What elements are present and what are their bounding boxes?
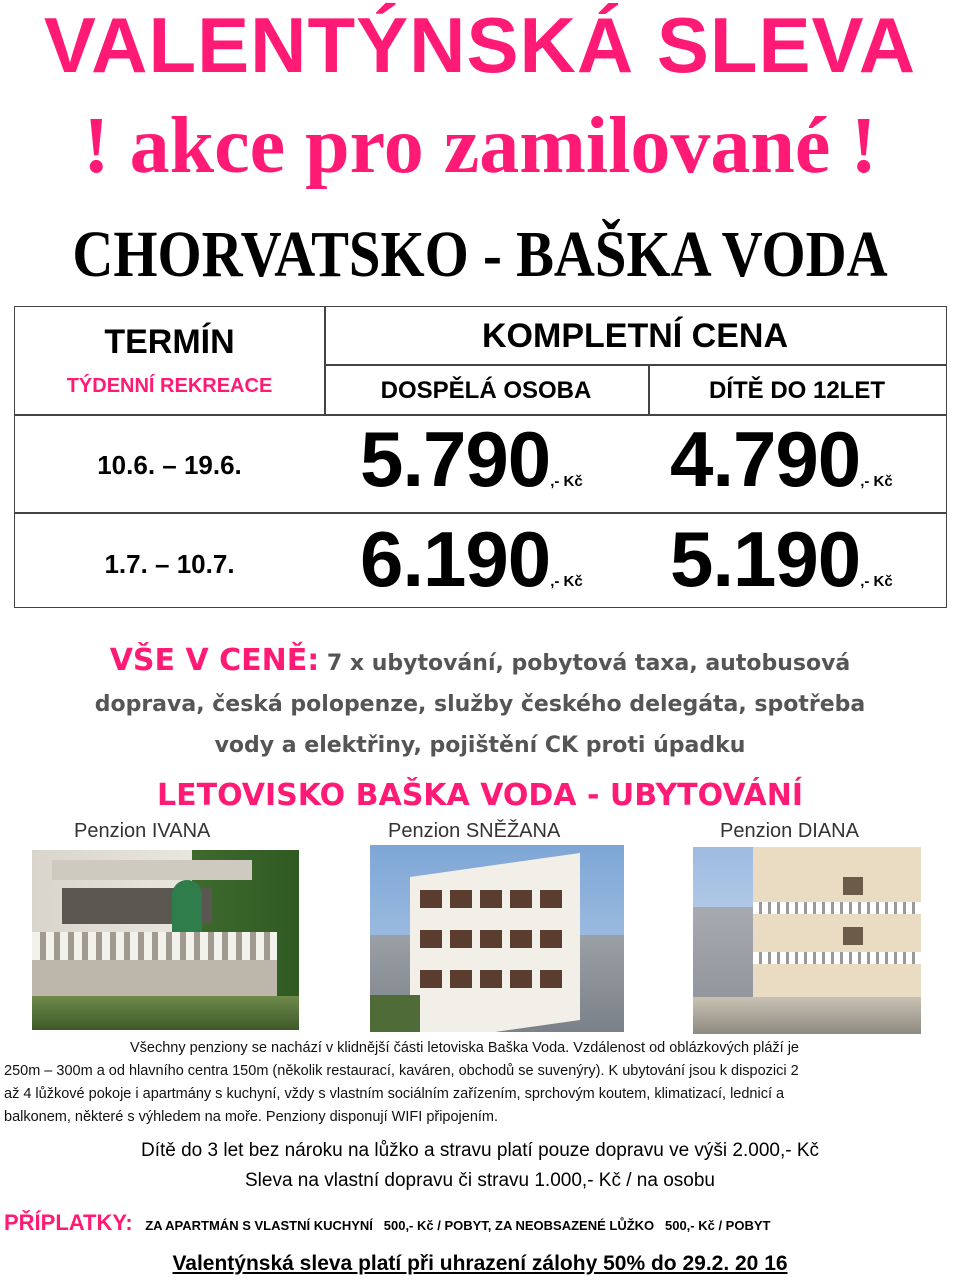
included-line-3: vody a elektřiny, pojištění CK proti úpadku: [214, 733, 746, 758]
included-line-1: VŠE V CENĚ: 7 x ubytování, pobytová taxa, autobusová: [109, 643, 851, 678]
included-line-2: doprava, česká polopenze, služby českého delegáta, spotřeba: [94, 692, 866, 717]
child-price-row-2: 5.190,- Kč: [670, 515, 893, 603]
price-table: [14, 306, 947, 608]
pension-name-snezana: Penzion SNĚŽANA: [388, 820, 561, 842]
description-line-1: Všechny penziony se nachází v klidnější části letoviska Baška Voda. Vzdálenost od oblázkových pláží je: [130, 1040, 799, 1056]
child-header: DÍTĚ DO 12LET: [708, 377, 886, 404]
price-header: KOMPLETNÍ CENA: [482, 317, 788, 355]
adult-price-row-1: 5.790,- Kč: [360, 415, 583, 503]
included-section: [0, 640, 960, 766]
pension-ivana-photo: [32, 850, 299, 1030]
description-line-4: balkonem, některé s výhledem na moře. Penziony disponují WIFI připojením.: [4, 1109, 499, 1125]
pension-description: [4, 1037, 958, 1129]
own-transport-note: Sleva na vlastní dopravu či stravu 1.000,- Kč / na osobu: [245, 1170, 715, 1191]
surcharges-text: ZA APARTMÁN S VLASTNÍ KUCHYNÍ 500,- Kč / POBYT, ZA NEOBSAZENÉ LŮŽKO 500,- Kč / POBYT: [145, 1218, 771, 1233]
validity-footer: Valentýnská sleva platí při uhrazení zálohy 50% do 29.2. 20 16: [172, 1252, 788, 1275]
pension-name-ivana: Penzion IVANA: [74, 820, 211, 842]
pension-diana-photo: [693, 847, 921, 1034]
term-row-1: 10.6. – 19.6.: [97, 450, 242, 480]
headline-lovers-offer: ! akce pro zamilované !: [83, 102, 877, 190]
included-label: VŠE V CENĚ:: [109, 643, 320, 678]
headline-destination: CHORVATSKO - BAŠKA VODA: [72, 218, 888, 291]
pension-snezana-photo: [370, 845, 624, 1032]
description-line-2: 250m – 300m a od hlavního centra 150m (několik restaurací, kaváren, obchodů se suvenýry). K ubytování jsou k dispozici 2: [4, 1063, 799, 1079]
pension-name-diana: Penzion DIANA: [720, 820, 859, 842]
term-subheader: TÝDENNÍ REKREACE: [66, 375, 273, 397]
adult-price-row-2: 6.190,- Kč: [360, 515, 583, 603]
adult-header: DOSPĚLÁ OSOBA: [380, 377, 592, 404]
description-line-3: až 4 lůžkové pokoje i apartmány s kuchyní, vždy s vlastním sociálním zařízením, sprchovým koutem, klimatizací, lednicí a: [4, 1086, 785, 1102]
headline-valentine-sale: VALENTÝNSKÁ SLEVA: [43, 1, 917, 89]
child-price-row-1: 4.790,- Kč: [670, 415, 893, 503]
term-row-2: 1.7. – 10.7.: [104, 549, 235, 579]
child-note: Dítě do 3 let bez nároku na lůžko a stravu platí pouze dopravu ve výši 2.000,- Kč: [140, 1140, 820, 1161]
surcharges-line: [4, 1210, 770, 1236]
term-header: TERMÍN: [104, 323, 235, 361]
surcharges-label: PŘÍPLATKY:: [4, 1210, 133, 1235]
accommodation-title: LETOVISKO BAŠKA VODA - UBYTOVÁNÍ: [157, 778, 803, 813]
